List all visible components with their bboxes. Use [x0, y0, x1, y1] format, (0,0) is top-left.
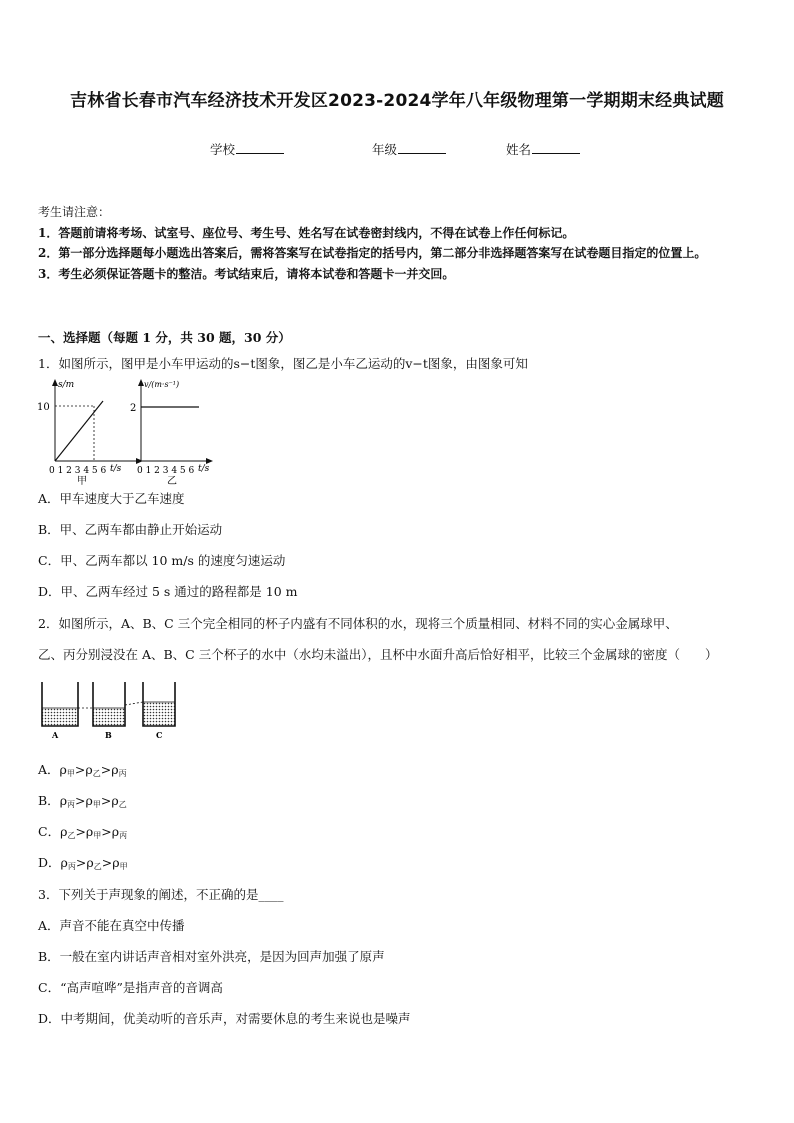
q3-stem: 3．下列关于声现象的阐述，不正确的是____ — [38, 887, 284, 902]
grade-blank[interactable] — [398, 141, 446, 154]
cup-a — [42, 682, 78, 726]
graph-b-ytick: 2 — [130, 403, 137, 414]
q3-option-d: D．中考期间，优美动听的音乐声，对需要休息的考生来说也是噪声 — [38, 1011, 411, 1026]
notice-block — [38, 202, 758, 284]
graph-a-xlabel: t/s — [110, 464, 122, 474]
q2-stem-line-2: 乙、丙分别浸没在 A、B、C 三个杯子的水中（水均未溢出），且杯中水面升高后恰好相平，比较三个金属球的密度（ ） — [38, 647, 718, 662]
name-blank[interactable] — [532, 141, 580, 154]
q3-option-a: A．声音不能在真空中传播 — [38, 918, 185, 933]
name-label: 姓名 — [506, 142, 532, 157]
graph-a-ylabel: s/m — [58, 380, 75, 390]
q3-option-b: B．一般在室内讲话声音相对室外洪亮，是因为回声加强了原声 — [38, 949, 385, 964]
student-info-fields — [0, 140, 794, 160]
notice-heading: 考生请注意： — [38, 205, 111, 219]
q3-option-c: C．“高声喧哗”是指声音的音调高 — [38, 980, 223, 995]
section-heading: 一、选择题（每题 1 分，共 30 题，30 分） — [38, 330, 291, 345]
graph-b-ylabel: v/(m·s⁻¹) — [144, 380, 180, 389]
grade-field[interactable] — [372, 140, 446, 158]
q1-stem: 1．如图所示，图甲是小车甲运动的s−t图象，图乙是小车乙运动的v−t图象，由图象可知 — [38, 356, 528, 371]
q1-figure — [36, 376, 216, 486]
q1-option-b: B．甲、乙两车都由静止开始运动 — [38, 522, 223, 537]
cup-c-label: C — [156, 730, 163, 740]
graph-b-xticks: 0 1 2 3 4 5 6 — [137, 466, 195, 476]
graph-a-caption: 甲 — [77, 476, 87, 486]
cup-c — [143, 682, 175, 726]
school-label: 学校 — [210, 142, 236, 157]
cup-b-label: B — [105, 730, 112, 740]
q2-cups-figure — [38, 678, 183, 740]
q2-option-a: A．$\rho_甲>\rho_乙>\rho_丙$ — [38, 762, 127, 778]
notice-item-3: 3．考生必须保证答题卡的整洁。考试结束后，请将本试卷和答题卡一并交回。 — [38, 266, 455, 281]
q1-option-c: C．甲、乙两车都以 10 m/s 的速度匀速运动 — [38, 553, 286, 568]
q2-stem-line-1: 2．如图所示，A、B、C 三个完全相同的杯子内盛有不同体积的水，现将三个质量相同、材料不同的实心金属球甲、 — [38, 616, 678, 631]
school-blank[interactable] — [236, 141, 284, 154]
q2-option-d: D．$\rho_丙>\rho_乙>\rho_甲$ — [38, 855, 128, 871]
school-field[interactable] — [210, 140, 284, 158]
grade-label: 年级 — [372, 142, 398, 157]
q1-option-d: D．甲、乙两车经过 5 s 通过的路程都是 10 m — [38, 584, 298, 599]
cup-a-label: A — [52, 730, 59, 740]
notice-item-1: 1．答题前请将考场、试室号、座位号、考生号、姓名写在试卷密封线内，不得在试卷上作任何标记。 — [38, 225, 575, 240]
graph-b-caption: 乙 — [167, 476, 177, 486]
q2-option-c: C．$\rho_乙>\rho_甲>\rho_丙$ — [38, 824, 128, 840]
exam-title: 吉林省长春市汽车经济技术开发区2023-2024学年八年级物理第一学期期末经典试题 — [70, 91, 724, 111]
graph-a-xticks: 0 1 2 3 4 5 6 — [49, 466, 107, 476]
cup-b — [93, 682, 125, 726]
graph-a-ytick: 10 — [37, 402, 50, 413]
name-field[interactable] — [506, 140, 580, 158]
q2-option-b: B．$\rho_丙>\rho_甲>\rho_乙$ — [38, 793, 127, 809]
notice-item-2: 2．第一部分选择题每小题选出答案后，需将答案写在试卷指定的括号内，第二部分非选择题答案写在试卷题目指定的位置上。 — [38, 246, 707, 260]
graph-b-xlabel: t/s — [198, 464, 210, 474]
q1-option-a: A．甲车速度大于乙车速度 — [38, 491, 185, 506]
